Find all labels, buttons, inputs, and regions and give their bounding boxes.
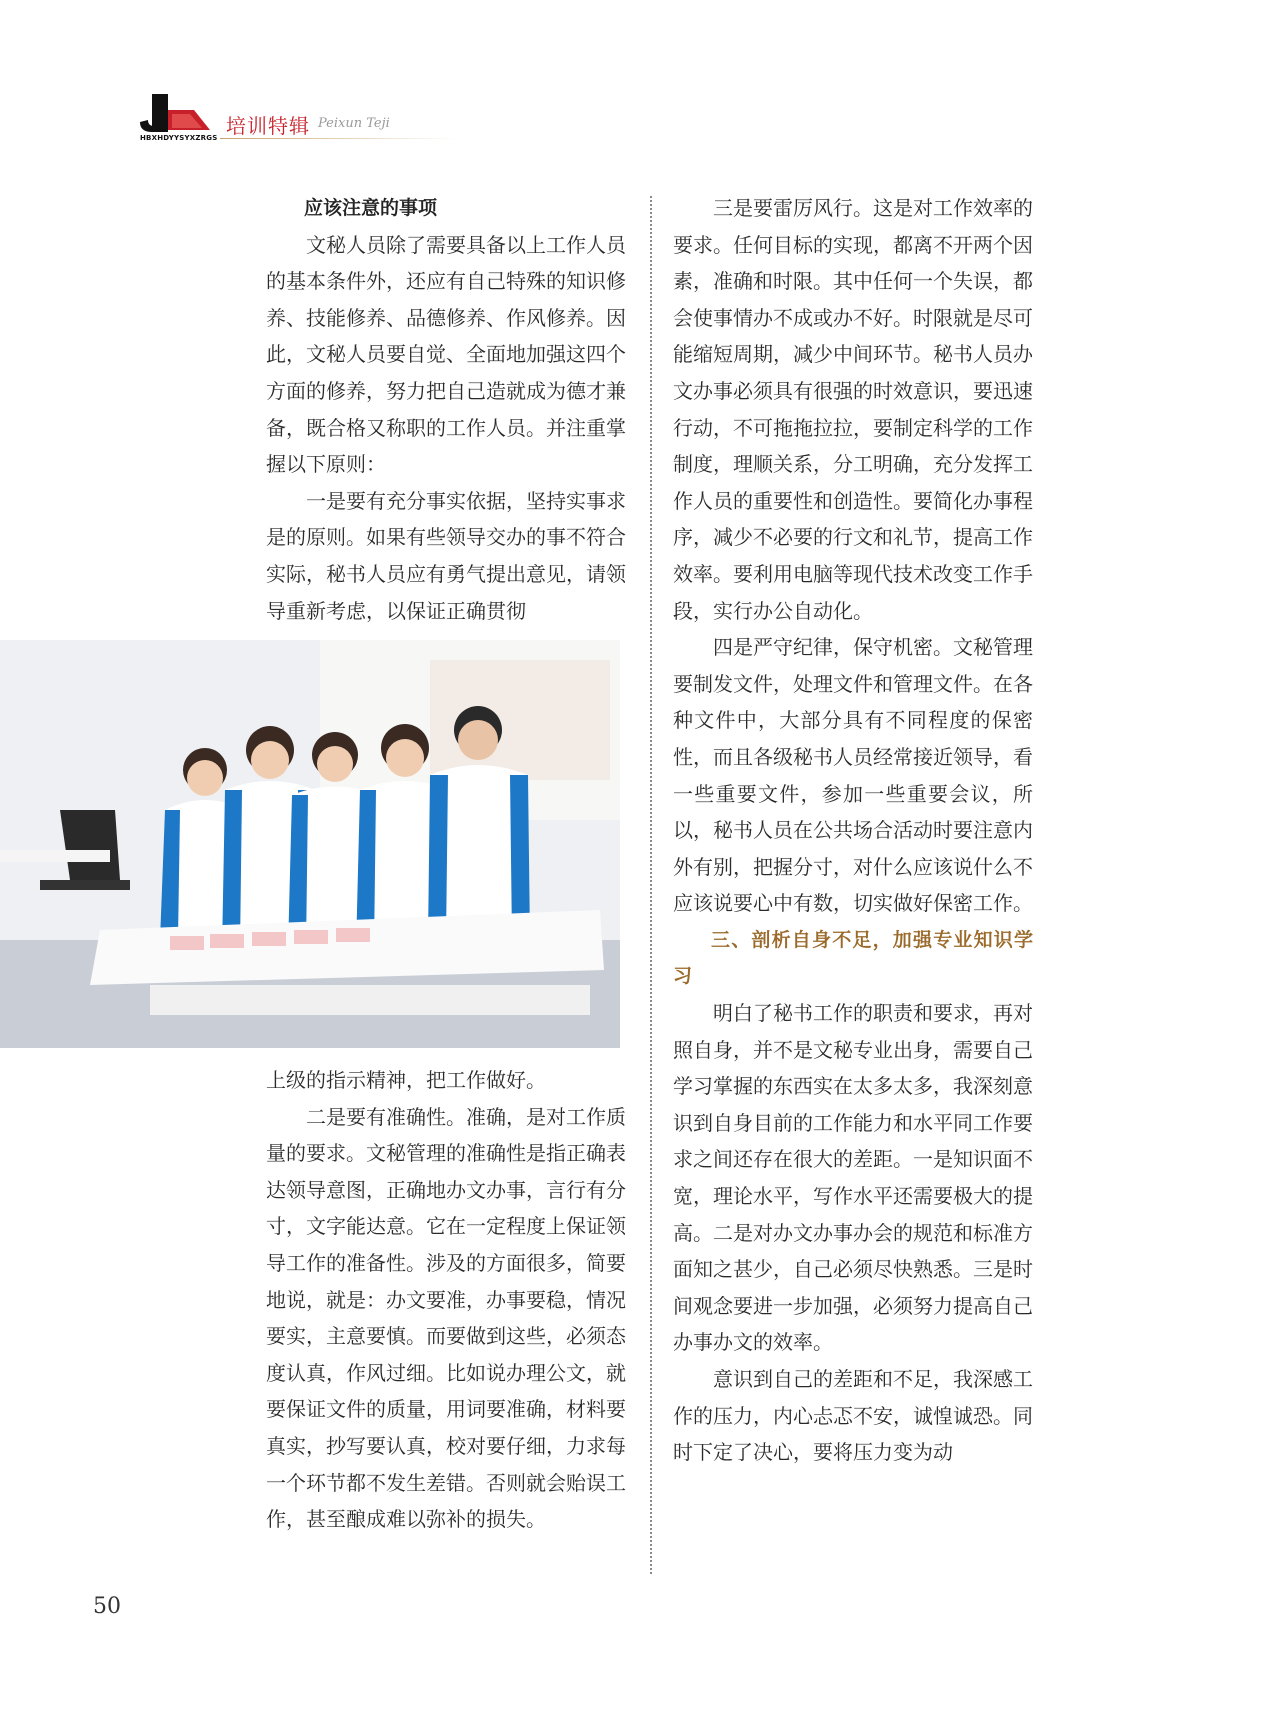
- paragraph: 意识到自己的差距和不足，我深感工作的压力，内心忐忑不安，诚惶诚恐。同时下定了决心，要将压力变为动: [673, 1367, 1033, 1465]
- paragraph: 二是要有准确性。准确，是对工作质量的要求。文秘管理的准确性是指正确表达领导意图，正确地办文办事，言行有分寸，文字能达意。它在一定程度上保证领导工作的准备性。涉及的方面很多，简要地说，就是：办文要准，办事要稳，情况要实，主意要慎。而要做到这些，必须态度认真，作风过细。比如说办理公文，就要保证文件的质量，用词要准确，材料要真实，抄写要认真，校对要仔细，力求每一个环节都不发生差错。否则就会贻误工作，甚至酿成难以弥补的损失。: [266, 1104, 626, 1532]
- section-heading: 三、剖析自身不足，加强专业知识学习: [673, 928, 1033, 988]
- paragraph: 明白了秘书工作的职责和要求，再对照自身，并不是文秘专业出身，需要自己学习掌握的东西实在太多太多，我深刻意识到自身目前的工作能力和水平同工作要求之间还存在很大的差距。一是知识面不宽，理论水平，写作水平还需要极大的提高。二是对办文办事办会的规范和标准方面知之甚少，自己必须尽快熟悉。三是时间观念要进一步加强，必须努力提高自己办事办文的效率。: [673, 1001, 1033, 1355]
- left-column-bottom: [266, 1062, 626, 1538]
- paragraph: 文秘人员除了需要具备以上工作人员的基本条件外，还应有自己特殊的知识修养、技能修养、品德修养、作风修养。因此，文秘人员要自觉、全面地加强这四个方面的修养，努力把自己造就成为德才兼备，既合格又称职的工作人员。并注重掌握以下原则：: [266, 232, 626, 477]
- paragraph: 三是要雷厉风行。这是对工作效率的要求。任何目标的实现，都离不开两个因素，准确和时限。其中任何一个失误，都会使事情办不成或办不好。时限就是尽可能缩短周期，减少中间环节。秘书人员办文办事必须具有很强的时效意识，要迅速行动，不可拖拖拉拉，要制定科学的工作制度，理顺关系，分工明确，充分发挥工作人员的重要性和创造性。要简化办事程序，减少不必要的行文和礼节，提高工作效率。要利用电脑等现代技术改变工作手段，实行办公自动化。: [673, 196, 1033, 623]
- logo-code: HBXHDYYSYXZRGS: [140, 134, 218, 142]
- section-heading: 应该注意的事项: [304, 197, 438, 219]
- team-photo: [0, 640, 620, 1048]
- section-title-pinyin: Peixun Teji: [318, 116, 390, 131]
- page-number: 50: [93, 1594, 121, 1619]
- page-header: [138, 92, 458, 152]
- paragraph: 一是要有充分事实依据，坚持实事求是的原则。如果有些领导交办的事不符合实际，秘书人员应有勇气提出意见，请领导重新考虑，以保证正确贯彻: [266, 488, 626, 623]
- left-column-top: [266, 190, 626, 629]
- section-title: 培训特辑: [226, 114, 310, 138]
- header-rule: [220, 138, 456, 139]
- team-photo-illustration: [0, 640, 620, 1048]
- column-divider: [650, 196, 652, 1574]
- paragraph: 四是严守纪律，保守机密。文秘管理要制发文件，处理文件和管理文件。在各种文件中，大部分具有不同程度的保密性，而且各级秘书人员经常接近领导，看一些重要文件，参加一些重要会议，所以，秘书人员在公共场合活动时要注意内外有别，把握分寸，对什么应该说什么不应该说要心中有数，切实做好保密工作。: [673, 635, 1033, 916]
- right-column: [673, 190, 1033, 1471]
- paragraph: 上级的指示精神，把工作做好。: [266, 1068, 546, 1092]
